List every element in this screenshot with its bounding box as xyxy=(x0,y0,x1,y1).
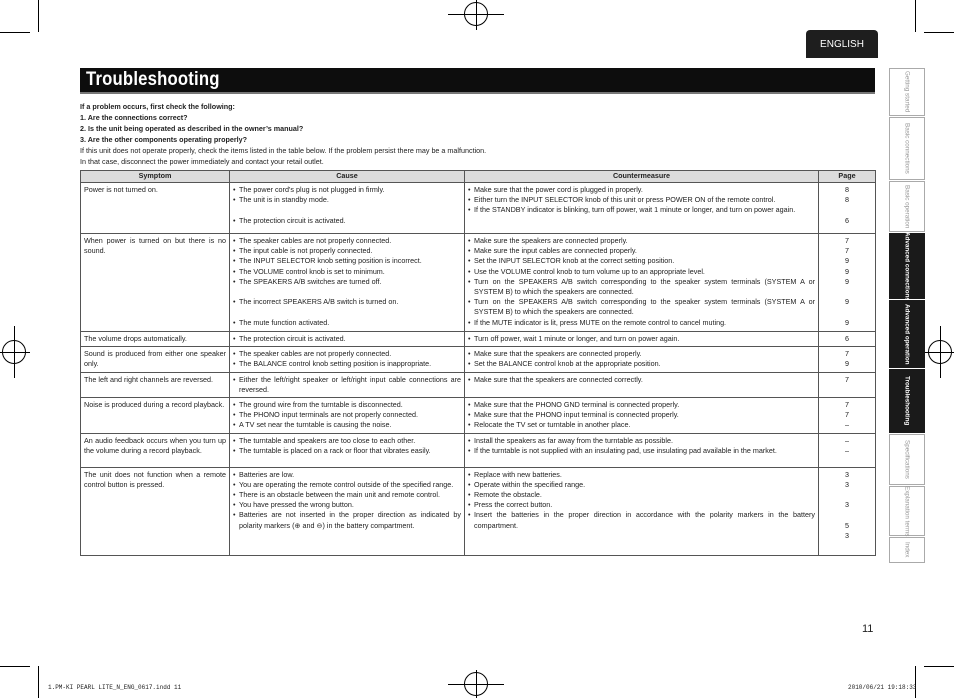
countermeasure-item xyxy=(468,205,815,215)
countermeasure-text: Either turn the INPUT SELECTOR knob of this unit or press POWER ON of the remote control. xyxy=(474,195,776,205)
countermeasure-text: Make sure the input cables are connected properly. xyxy=(474,246,637,256)
countermeasure-item xyxy=(468,420,815,430)
bullet: • xyxy=(233,400,236,410)
sidebar-tab-label: Basic connections xyxy=(903,123,911,174)
cause-item xyxy=(233,256,461,266)
cause-text: The ground wire from the turntable is disconnected. xyxy=(239,400,403,410)
cause-item xyxy=(233,318,461,328)
cause-item xyxy=(233,236,461,246)
cause-text: You are operating the remote control outside of the specified range. xyxy=(239,479,454,489)
cause-text: A TV set near the turntable is causing the noise. xyxy=(239,420,392,430)
page-ref: 9 xyxy=(845,359,849,369)
spacer xyxy=(233,287,461,297)
symptom-text: The unit does not function when a remote control button is pressed. xyxy=(84,469,226,489)
cause-cell xyxy=(230,347,465,372)
countermeasure-text: Press the correct button. xyxy=(474,500,553,510)
cause-item xyxy=(233,297,461,307)
countermeasure-text: Set the BALANCE control knob at the appropriate position. xyxy=(474,359,661,369)
countermeasure-text: Turn off power, wait 1 minute or longer, and turn on power again. xyxy=(474,334,680,343)
bullet: • xyxy=(468,317,471,327)
table-row xyxy=(81,183,876,234)
page-ref: 3 xyxy=(845,479,849,489)
bullet: • xyxy=(468,510,471,520)
cause-cell xyxy=(230,433,465,467)
page-ref: – xyxy=(845,435,849,445)
countermeasure-text: Replace with new batteries. xyxy=(474,469,562,479)
cause-text: The incorrect SPEAKERS A/B switch is turned on. xyxy=(239,297,399,307)
countermeasure-item xyxy=(468,510,815,530)
cause-text: The SPEAKERS A/B switches are turned off. xyxy=(239,276,382,286)
troubleshooting-table xyxy=(80,170,876,556)
cause-item xyxy=(233,400,461,410)
countermeasure-cell xyxy=(465,234,819,332)
page-ref xyxy=(822,490,872,500)
bullet: • xyxy=(233,359,236,369)
bullet: • xyxy=(233,195,236,205)
cause-item xyxy=(233,470,461,480)
page-ref: 6 xyxy=(845,215,849,225)
cause-text: The unit is in standby mode. xyxy=(239,195,329,205)
countermeasure-item xyxy=(468,400,815,410)
countermeasure-text: If the turntable is not supplied with an insulating pad, use insulating pad available in the market. xyxy=(474,445,777,455)
bullet: • xyxy=(233,334,236,343)
page-ref: 9 xyxy=(845,266,849,276)
cause-item xyxy=(233,359,461,369)
bullet: • xyxy=(233,276,236,286)
countermeasure-item xyxy=(468,349,815,359)
countermeasure-item xyxy=(468,375,815,385)
page-ref: 8 xyxy=(845,185,849,194)
sidebar-tab-label: Explanation terms xyxy=(903,485,911,537)
cause-item xyxy=(233,490,461,500)
sidebar-tab-label: Index xyxy=(903,542,911,558)
countermeasure-text: Make sure that the power cord is plugged in properly. xyxy=(474,185,643,194)
sidebar-tab-label: Advanced operation xyxy=(903,303,911,365)
cause-item xyxy=(233,375,461,395)
bullet: • xyxy=(468,266,471,276)
sidebar-tab[interactable] xyxy=(889,68,925,116)
countermeasure-item xyxy=(468,470,815,480)
countermeasure-text: Use the VOLUME control knob to turn volume up to an appropriate level. xyxy=(474,266,705,276)
cause-item xyxy=(233,420,461,430)
bullet: • xyxy=(233,420,236,430)
bullet: • xyxy=(468,256,471,266)
page-ref xyxy=(822,510,872,520)
table-row xyxy=(81,372,876,397)
footer-timestamp: 2010/06/21 19:18:33 xyxy=(848,684,917,691)
cause-text: Either the left/right speaker or left/right input cable connections are reversed. xyxy=(239,374,461,394)
cause-item xyxy=(233,334,461,344)
cause-text: The protection circuit is activated. xyxy=(239,215,346,225)
cause-text: There is an obstacle between the main unit and remote control. xyxy=(239,490,440,500)
bullet: • xyxy=(233,479,236,489)
countermeasure-text: Make sure that the speakers are connected correctly. xyxy=(474,374,643,384)
bullet: • xyxy=(233,185,236,194)
bullet: • xyxy=(468,435,471,445)
page-number: 11 xyxy=(862,623,874,635)
countermeasure-cell xyxy=(465,467,819,555)
countermeasure-item xyxy=(468,256,815,266)
symptom-cell xyxy=(81,398,230,434)
cause-item xyxy=(233,410,461,420)
bullet: • xyxy=(468,420,471,430)
countermeasure-item xyxy=(468,267,815,277)
countermeasure-text: Make sure that the PHONO GND terminal is connected properly. xyxy=(474,400,680,410)
countermeasure-text: Turn on the SPEAKERS A/B switch corresponding to the speaker system terminals (SYSTEM A or SYSTEM B) to which the speakers are connected. xyxy=(474,276,815,297)
countermeasure-text: Install the speakers as far away from the turntable as possible. xyxy=(474,435,673,445)
symptom-cell xyxy=(81,347,230,372)
symptom-cell xyxy=(81,332,230,347)
bullet: • xyxy=(233,410,236,420)
bullet: • xyxy=(468,195,471,205)
page-ref: – xyxy=(845,420,849,430)
cause-text: The mute function activated. xyxy=(239,317,330,327)
table-row xyxy=(81,332,876,347)
bullet: • xyxy=(233,445,236,455)
countermeasure-item xyxy=(468,236,815,246)
symptom-text: Power is not turned on. xyxy=(84,185,158,194)
countermeasure-text: Set the INPUT SELECTOR knob at the correct setting position. xyxy=(474,256,675,266)
cause-text: You have pressed the wrong button. xyxy=(239,500,354,510)
cause-cell xyxy=(230,183,465,234)
countermeasure-cell xyxy=(465,332,819,347)
countermeasure-text: If the STANDBY indicator is blinking, turn off power, wait 1 minute or longer, and turn on power again. xyxy=(474,205,796,215)
bullet: • xyxy=(468,374,471,384)
symptom-text: Sound is produced from either one speaker only. xyxy=(84,349,226,369)
table-row xyxy=(81,433,876,467)
countermeasure-item xyxy=(468,490,815,500)
bullet: • xyxy=(233,490,236,500)
section-sidebar xyxy=(889,68,925,563)
countermeasure-cell xyxy=(465,372,819,397)
sidebar-tab[interactable] xyxy=(889,434,925,485)
countermeasure-item xyxy=(468,246,815,256)
sidebar-tab-label: Basic operation xyxy=(903,184,911,229)
cause-cell xyxy=(230,398,465,434)
bullet: • xyxy=(233,469,236,479)
sidebar-tab[interactable] xyxy=(889,537,925,563)
table-row xyxy=(81,398,876,434)
page-ref: 9 xyxy=(845,276,849,286)
bullet: • xyxy=(468,246,471,256)
cause-text: Batteries are not inserted in the proper direction as indicated by polarity markers (⊕ and ⊖) in the battery compartment. xyxy=(239,510,461,530)
cause-item xyxy=(233,185,461,195)
countermeasure-cell xyxy=(465,347,819,372)
cause-text: The input cable is not properly connected. xyxy=(239,246,373,256)
page-cell xyxy=(819,234,876,332)
page-ref: 9 xyxy=(845,317,849,327)
page-title: Troubleshooting xyxy=(86,69,220,90)
cause-text: The INPUT SELECTOR knob setting position is incorrect. xyxy=(239,256,422,266)
cause-item xyxy=(233,267,461,277)
sidebar-tab[interactable] xyxy=(889,233,925,299)
sidebar-tab[interactable] xyxy=(889,300,925,368)
bullet: • xyxy=(233,500,236,510)
symptom-cell xyxy=(81,183,230,234)
intro-note-1: If this unit does not operate properly, check the items listed in the table below. If the problem persist there may be a malfunction. xyxy=(80,146,487,155)
footer-file: 1.PM-KI PEARL LITE_N_ENG_0617.indd 11 xyxy=(48,684,182,691)
bullet: • xyxy=(468,185,471,194)
page-ref: 8 xyxy=(845,195,849,205)
countermeasure-text: Operate within the specified range. xyxy=(474,479,586,489)
symptom-cell xyxy=(81,433,230,467)
symptom-text: Noise is produced during a record playback. xyxy=(84,400,225,410)
bullet: • xyxy=(233,297,236,307)
bullet: • xyxy=(468,500,471,510)
cause-item xyxy=(233,500,461,510)
cause-text: The power cord’s plug is not plugged in firmly. xyxy=(239,185,385,194)
page-ref: 3 xyxy=(845,500,849,510)
cause-item xyxy=(233,436,461,446)
page-cell xyxy=(819,347,876,372)
cause-text: The speaker cables are not properly connected. xyxy=(239,236,392,245)
intro-section xyxy=(80,101,870,167)
countermeasure-text: Relocate the TV set or turntable in another place. xyxy=(474,420,631,430)
sidebar-tab[interactable] xyxy=(889,486,925,536)
intro-question-1: 1. Are the connections correct? xyxy=(80,113,188,122)
countermeasure-item xyxy=(468,185,815,195)
intro-question-2: 2. Is the unit being operated as described in the owner’s manual? xyxy=(80,124,304,133)
cause-cell xyxy=(230,332,465,347)
page-ref: 7 xyxy=(845,246,849,256)
header-cause: Cause xyxy=(230,171,465,183)
page-ref: 7 xyxy=(845,236,849,245)
page-ref: 3 xyxy=(845,469,849,479)
cause-item xyxy=(233,246,461,256)
page-ref: 7 xyxy=(845,410,849,420)
cause-item xyxy=(233,446,461,456)
symptom-cell xyxy=(81,372,230,397)
header-symptom: Symptom xyxy=(81,171,230,183)
bullet: • xyxy=(468,400,471,410)
symptom-text: The left and right channels are reversed. xyxy=(84,374,214,384)
page-ref: 7 xyxy=(845,374,849,384)
cause-cell xyxy=(230,372,465,397)
symptom-text: An audio feedback occurs when you turn up the volume during a record playback. xyxy=(84,435,226,455)
bullet: • xyxy=(468,359,471,369)
cause-item xyxy=(233,510,461,530)
bullet: • xyxy=(468,479,471,489)
bullet: • xyxy=(468,410,471,420)
page-ref: 5 xyxy=(845,520,849,530)
page-cell xyxy=(819,467,876,555)
sidebar-tab-label: Specifications xyxy=(903,440,911,479)
cause-text: Batteries are low. xyxy=(239,469,295,479)
page-ref: 9 xyxy=(845,256,849,266)
page-cell xyxy=(819,332,876,347)
page-ref xyxy=(822,205,872,215)
sidebar-tab[interactable] xyxy=(889,369,925,433)
cause-item xyxy=(233,349,461,359)
page-cell xyxy=(819,398,876,434)
bullet: • xyxy=(468,297,471,307)
bullet: • xyxy=(233,349,236,359)
countermeasure-item xyxy=(468,277,815,297)
bullet: • xyxy=(233,435,236,445)
bullet: • xyxy=(468,236,471,245)
bullet: • xyxy=(233,317,236,327)
symptom-text: The volume drops automatically. xyxy=(84,334,187,343)
bullet: • xyxy=(468,490,471,500)
symptom-text: When power is turned on but there is no sound. xyxy=(84,236,226,256)
cause-text: The VOLUME control knob is set to minimum. xyxy=(239,266,385,276)
page-cell xyxy=(819,372,876,397)
countermeasure-text: Make sure the speakers are connected properly. xyxy=(474,236,628,245)
bullet: • xyxy=(233,246,236,256)
countermeasure-item xyxy=(468,410,815,420)
bullet: • xyxy=(468,445,471,455)
table-row xyxy=(81,467,876,555)
bullet: • xyxy=(468,205,471,215)
cause-cell xyxy=(230,234,465,332)
countermeasure-text: Turn on the SPEAKERS A/B switch corresponding to the speaker system terminals (SYSTEM A or SYSTEM B) to which the speakers are connected. xyxy=(474,297,815,317)
page-ref: 3 xyxy=(845,530,849,540)
countermeasure-item xyxy=(468,195,815,205)
bullet: • xyxy=(233,266,236,276)
symptom-cell xyxy=(81,234,230,332)
cause-text: The turntable is placed on a rack or floor that vibrates easily. xyxy=(239,445,431,455)
page-ref xyxy=(822,307,872,317)
bullet: • xyxy=(468,276,471,286)
table-row xyxy=(81,347,876,372)
page-cell xyxy=(819,433,876,467)
bullet: • xyxy=(233,256,236,266)
sidebar-tab[interactable] xyxy=(889,181,925,232)
page-cell xyxy=(819,183,876,234)
cause-item xyxy=(233,480,461,490)
countermeasure-cell xyxy=(465,398,819,434)
title-bar xyxy=(80,68,875,94)
spacer xyxy=(233,307,461,317)
cause-text: The BALANCE control knob setting position is inappropriate. xyxy=(239,359,432,369)
cause-text: The PHONO input terminals are not properly connected. xyxy=(239,410,418,420)
bullet: • xyxy=(233,510,236,520)
language-badge: ENGLISH xyxy=(806,30,878,58)
page-ref: – xyxy=(845,445,849,455)
header-countermeasure: Countermeasure xyxy=(465,171,819,183)
cause-item xyxy=(233,195,461,205)
cause-item xyxy=(233,277,461,287)
countermeasure-item xyxy=(468,318,815,328)
countermeasure-text: Make sure that the PHONO input terminal is connected properly. xyxy=(474,410,679,420)
countermeasure-cell xyxy=(465,433,819,467)
countermeasure-text: Remote the obstacle. xyxy=(474,490,542,500)
bullet: • xyxy=(233,374,236,384)
page-ref: 7 xyxy=(845,400,849,410)
intro-note-2: In that case, disconnect the power immediately and contact your retail outlet. xyxy=(80,157,324,166)
countermeasure-text: If the MUTE indicator is lit, press MUTE on the remote control to cancel muting. xyxy=(474,317,727,327)
countermeasure-text: Make sure that the speakers are connected properly. xyxy=(474,349,642,359)
bullet: • xyxy=(468,349,471,359)
sidebar-tab-label: Troubleshooting xyxy=(903,376,911,426)
page-ref: 7 xyxy=(845,349,849,359)
bullet: • xyxy=(468,469,471,479)
symptom-cell xyxy=(81,467,230,555)
sidebar-tab-label: Getting started xyxy=(903,71,911,113)
page-ref: 6 xyxy=(845,334,849,343)
cause-item xyxy=(233,216,461,226)
countermeasure-item xyxy=(468,359,815,369)
sidebar-tab-label: Advanced connections xyxy=(903,231,911,301)
table-header-row xyxy=(81,171,876,183)
spacer xyxy=(233,205,461,215)
bullet: • xyxy=(233,215,236,225)
countermeasure-item xyxy=(468,480,815,490)
cause-cell xyxy=(230,467,465,555)
page-ref xyxy=(822,287,872,297)
table-row xyxy=(81,234,876,332)
bullet: • xyxy=(233,236,236,245)
countermeasure-item xyxy=(468,334,815,344)
header-page: Page xyxy=(819,171,876,183)
countermeasure-item xyxy=(468,500,815,510)
intro-question-3: 3. Are the other components operating properly? xyxy=(80,135,248,144)
cause-text: The protection circuit is activated. xyxy=(239,334,346,343)
page-ref: 9 xyxy=(845,297,849,307)
intro-lead: If a problem occurs, first check the following: xyxy=(80,102,235,111)
cause-text: The turntable and speakers are too close to each other. xyxy=(239,435,416,445)
bullet: • xyxy=(468,334,471,343)
countermeasure-item xyxy=(468,446,815,456)
cause-text: The speaker cables are not properly connected. xyxy=(239,349,392,359)
table-body xyxy=(81,183,876,556)
countermeasure-item xyxy=(468,436,815,446)
countermeasure-cell xyxy=(465,183,819,234)
countermeasure-item xyxy=(468,297,815,317)
sidebar-tab[interactable] xyxy=(889,117,925,180)
countermeasure-text: Insert the batteries in the proper direction in accordance with the polarity markers in the battery compartment. xyxy=(474,510,815,530)
